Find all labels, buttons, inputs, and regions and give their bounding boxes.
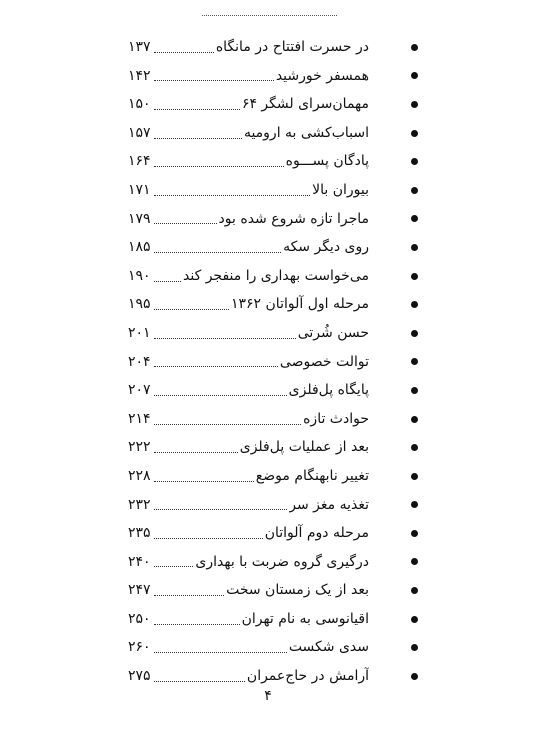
toc-entry-page: ۲۰۱ (128, 324, 151, 341)
bullet-icon (411, 273, 418, 280)
toc-entry (128, 62, 418, 91)
dot-leader (154, 138, 242, 139)
toc-entry (128, 319, 418, 348)
previous-page-edge (0, 0, 549, 2)
bullet-icon (411, 530, 418, 537)
bullet-icon (411, 673, 418, 680)
bullet-icon (411, 301, 418, 308)
bullet-icon (411, 244, 418, 251)
dot-leader (154, 681, 245, 682)
toc-entry-page: ۱۹۵ (128, 296, 151, 313)
dot-leader (154, 338, 296, 339)
dot-leader (154, 652, 287, 653)
toc-entry-title: اقیانوسی به نام تهران (241, 610, 369, 627)
toc-entry-title: سدی شکست (288, 639, 369, 656)
toc-entry-page: ۱۸۵ (128, 239, 151, 256)
toc-entry (128, 348, 418, 377)
toc-entry-title: آرامش در حاج‌عمران (246, 668, 369, 685)
toc-entry-page: ۲۰۴ (128, 353, 151, 370)
bullet-icon (411, 558, 418, 565)
toc-entry-title: در حسرت افتتاح در مانگاه (215, 39, 369, 55)
toc-entry (128, 147, 418, 176)
toc-entry-page: ۱۴۲ (128, 67, 151, 84)
toc-entry-title: روی دیگر سکه (283, 239, 369, 256)
dot-leader (154, 509, 287, 510)
dot-leader (154, 595, 224, 596)
toc-entry-title: بعد از یک زمستان سخت (226, 582, 369, 599)
bullet-icon (411, 130, 418, 137)
toc-entry-title: مهمان‌سرای لشگر ۶۴ (241, 96, 369, 113)
toc-entry-title: همسفر خورشید (275, 67, 369, 84)
bullet-icon (411, 416, 418, 423)
toc-entry (128, 205, 418, 234)
toc-entry (128, 433, 418, 462)
toc-entry-page: ۲۶۰ (128, 639, 151, 656)
toc-entry-title: پایگاه پل‌فلزی (288, 382, 369, 399)
toc-entry-title: تغییر نابهنگام موضع (255, 467, 369, 484)
toc-entry (128, 662, 418, 691)
toc-entry-title: پادگان پســـوه (285, 153, 369, 170)
toc-entry (128, 576, 418, 605)
toc-entry-page: ۱۳۷ (128, 39, 151, 55)
dot-leader (154, 452, 238, 453)
toc-entry-page: ۲۴۰ (128, 553, 151, 570)
dot-leader (154, 366, 278, 367)
toc-entry-page: ۲۵۰ (128, 610, 151, 627)
toc-entry (128, 233, 418, 262)
toc-entry-page: ۱۹۰ (128, 267, 151, 284)
toc-entry (128, 633, 418, 662)
toc-entry-page: ۱۵۷ (128, 124, 151, 141)
dot-leader (154, 195, 310, 196)
bullet-icon (411, 187, 418, 194)
bullet-icon (411, 444, 418, 451)
bullet-icon (411, 587, 418, 594)
dot-leader (154, 309, 229, 310)
bullet-icon (411, 158, 418, 165)
toc-entry (128, 33, 418, 62)
toc-entry-page: ۲۲۲ (128, 439, 151, 456)
toc-entry-title: می‌خواست بهداری را منفجر کند (183, 267, 369, 284)
toc-entry-title: تغذیه مغز سر (289, 496, 369, 513)
toc-entry-title: درگیری گروه ضربت با بهداری (195, 553, 369, 570)
dot-leader (154, 566, 193, 567)
toc-entry-page: ۲۷۵ (128, 668, 151, 685)
toc-entry-title: بیوران بالا (312, 181, 369, 198)
dot-leader (154, 52, 214, 53)
toc-entry-page: ۱۷۹ (128, 210, 151, 227)
bullet-icon (411, 101, 418, 108)
toc-entry-title: ماجرا تازه شروع شده بود (218, 210, 369, 227)
bullet-icon (411, 330, 418, 337)
dot-leader (154, 424, 301, 425)
toc-entry-title: اسباب‌کشی به ارومیه (243, 124, 369, 141)
toc-entry-page: ۲۳۵ (128, 525, 151, 542)
dot-leader (154, 481, 254, 482)
bullet-icon (411, 644, 418, 651)
dot-leader (154, 538, 263, 539)
toc-entry-page: ۱۷۱ (128, 181, 151, 198)
toc-entry-page: ۲۰۷ (128, 382, 151, 399)
toc-entry-page: ۲۲۸ (128, 467, 151, 484)
dot-leader (154, 281, 181, 282)
toc-entry (128, 176, 418, 205)
page-number: ۴ (264, 688, 272, 704)
header-divider (202, 15, 337, 16)
toc-entry (128, 491, 418, 520)
toc-entry (128, 519, 418, 548)
toc-entry (128, 262, 418, 291)
dot-leader (154, 624, 240, 625)
toc-entry (128, 462, 418, 491)
toc-entry (128, 90, 418, 119)
toc-entry (128, 376, 418, 405)
bullet-icon (411, 72, 418, 79)
dot-leader (154, 395, 287, 396)
toc-entry-title: بعد از عملیات پل‌فلزی (239, 439, 369, 456)
dot-leader (154, 252, 281, 253)
toc-entry-page: ۱۶۴ (128, 153, 151, 170)
toc-entry (128, 119, 418, 148)
toc-entry-title: حسن شُرتی (297, 324, 369, 341)
bullet-icon (411, 616, 418, 623)
toc-entry-page: ۱۵۰ (128, 96, 151, 113)
bullet-icon (411, 44, 418, 51)
toc-entry-title: مرحله اول آلواتان ۱۳۶۲ (231, 296, 369, 313)
toc-entry-page: ۲۴۷ (128, 582, 151, 599)
toc-entry (128, 548, 418, 577)
dot-leader (154, 166, 284, 167)
toc-entry (128, 605, 418, 634)
bullet-icon (411, 501, 418, 508)
bullet-icon (411, 358, 418, 365)
dot-leader (154, 109, 240, 110)
dot-leader (154, 80, 274, 81)
bullet-icon (411, 215, 418, 222)
table-of-contents (128, 33, 418, 691)
bullet-icon (411, 387, 418, 394)
toc-entry (128, 405, 418, 434)
toc-entry (128, 290, 418, 319)
toc-entry-title: مرحله دوم آلواتان (264, 525, 369, 542)
toc-entry-page: ۲۳۲ (128, 496, 151, 513)
toc-entry-title: توالت خصوصی (279, 353, 369, 370)
dot-leader (154, 223, 217, 224)
bullet-icon (411, 473, 418, 480)
toc-entry-title: حوادث تازه (303, 410, 369, 427)
toc-entry-page: ۲۱۴ (128, 410, 151, 427)
